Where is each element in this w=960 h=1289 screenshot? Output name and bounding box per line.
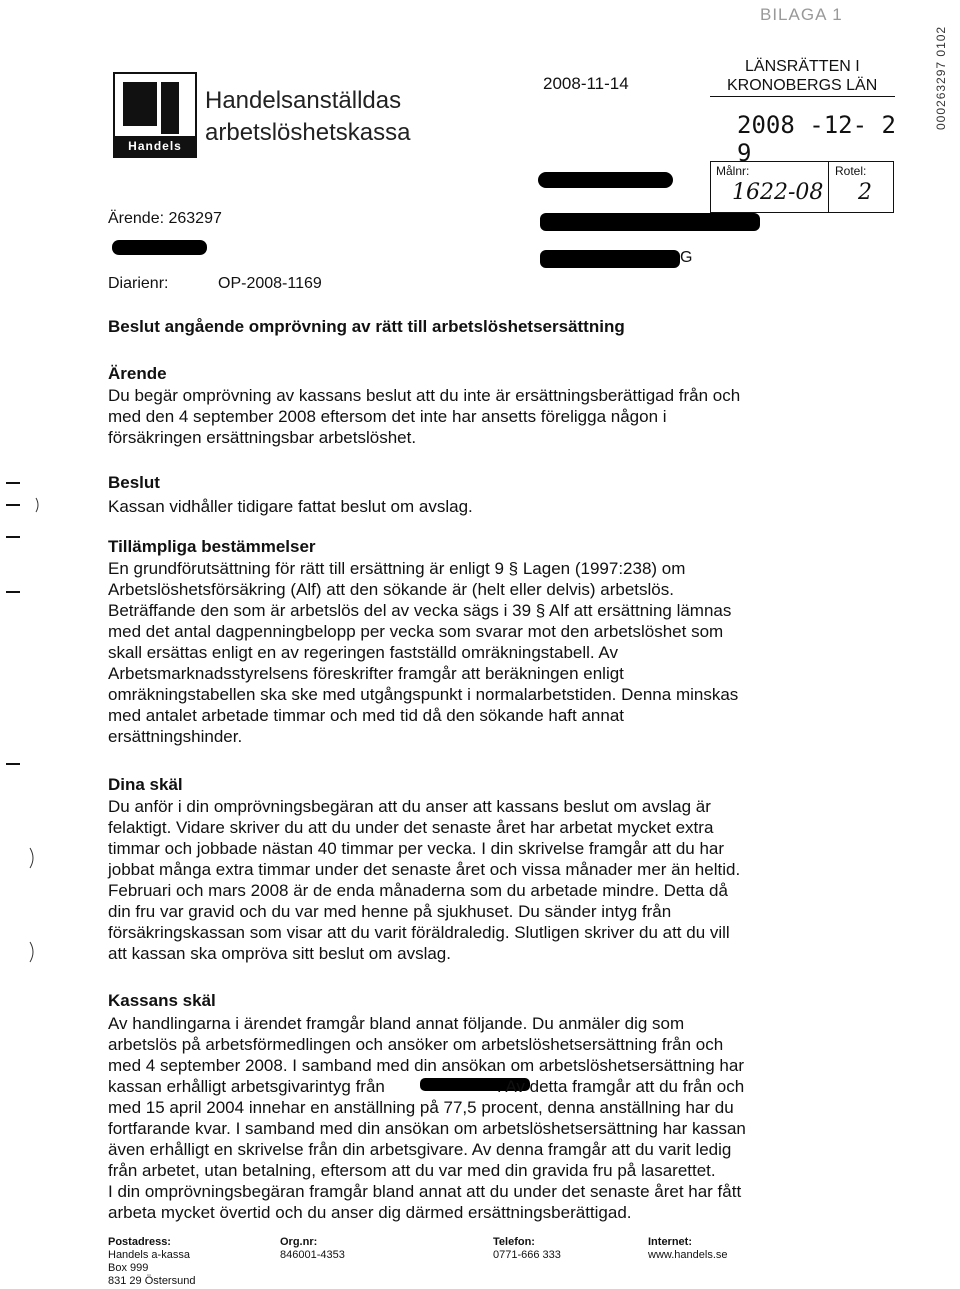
section-heading-bestammelser: Tillämpliga bestämmelser <box>108 537 316 556</box>
section-heading-dina-skal: Dina skäl <box>108 775 183 794</box>
text-line: En grundförutsättning för rätt till ersättning är enligt 9 § Lagen (1997:238) om <box>108 559 686 578</box>
footer-postadress-label: Postadress: <box>108 1236 171 1248</box>
text-line: Beträffande den som är arbetslös del av vecka sägs i 39 § Alf att ersättning lämnas <box>108 601 732 620</box>
malnr-label: Målnr: <box>716 164 750 178</box>
footer-orgnr <box>280 1236 345 1262</box>
diarienr-value: OP-2008-1169 <box>218 275 322 292</box>
section-heading-kassans-skal: Kassans skäl <box>108 991 216 1010</box>
footer-telefon-value: 0771-666 333 <box>493 1249 561 1261</box>
section-heading-beslut: Beslut <box>108 473 160 492</box>
text-line: Av handlingarna i ärendet framgår bland annat följande. Du anmäler dig som <box>108 1014 685 1033</box>
text-line: från arbetet, utan betalning, eftersom att du var med din gravida fru på lasarettet. <box>108 1161 716 1180</box>
text-line: omräkningstabellen ska ske med utgångspunkt i normalarbetstiden. Denna minskas <box>108 685 739 704</box>
footer-postadress-line: Handels a-kassa <box>108 1249 190 1261</box>
scan-artifact <box>30 942 33 962</box>
text-line: Du begär omprövning av kassans beslut att du inte är ersättningsberättigad från och <box>108 386 741 405</box>
text-line: ersättningshinder. <box>108 727 243 746</box>
footer-internet <box>648 1236 728 1262</box>
text-line-part: . Av detta framgår att du från och <box>496 1077 745 1096</box>
text-line: fortfarande kvar. I samband med din ansökan om arbetslöshetsersättning har kassan <box>108 1119 746 1138</box>
text-line: Arbetsmarknadsstyrelsens föreskrifter framgår att beräkningen enligt <box>108 664 624 683</box>
text-line: försäkringskassan som visar att du varit föräldraledig. Slutligen skriver du att du vill <box>108 923 730 942</box>
text-line: Februari och mars 2008 är de enda månaderna som du arbetade mindre. Detta då <box>108 881 728 900</box>
text-line: försäkringen ersättningsbar arbetslöshet. <box>108 428 417 447</box>
section-heading-arende: Ärende <box>108 364 167 383</box>
received-date: 2008 -12- 2 9 <box>737 111 896 167</box>
document-title: Beslut angående omprövning av rätt till arbetslöshetsersättning <box>108 317 625 336</box>
footer-postadress <box>108 1236 195 1288</box>
diarienr-label: Diarienr: <box>108 275 169 292</box>
barcode-number: 000263297 0102 <box>934 25 948 130</box>
text-line: felaktigt. Vidare skriver du att du under det senaste året har arbetat mycket extra <box>108 818 714 837</box>
text-line: med 4 september 2008. I samband med din ansökan om arbetslöshetsersättning har <box>108 1056 744 1075</box>
text-line: timmar och jobbade nästan 40 timmar per vecka. I din skrivelse framgår att du har <box>108 839 725 858</box>
text-line: jobbat många extra timmar under det senaste året och vissa månader mer än heltid. <box>108 860 741 879</box>
text-line: arbetslös på arbetsförmedlingen och ansöker om arbetslöshetsersättning från och <box>108 1035 724 1054</box>
org-line-1: Handelsanställdas <box>205 87 402 114</box>
document-date: 2008-11-14 <box>543 74 629 93</box>
court-stamp-line-1: LÄNSRÄTTEN I <box>745 58 860 75</box>
roter-label: Rotel: <box>835 164 867 178</box>
text-line: Kassan vidhåller tidigare fattat beslut om avslag. <box>108 497 473 516</box>
court-stamp-line-2: KRONOBERGS LÄN <box>727 77 878 94</box>
stamp-header: BILAGA 1 <box>760 5 843 24</box>
text-line: med 15 april 2004 innehar en anställning på 77,5 procent, denna anställning har du <box>108 1098 734 1117</box>
malnr-value: 1622-08 <box>732 180 824 205</box>
org-line-2: arbetslöshetskassa <box>205 119 411 146</box>
text-line: med antalet arbetade timmar och med tid då den sökande haft annat <box>108 706 624 725</box>
text-line: I din omprövningsbegäran framgår bland annat att du under det senaste året har fått <box>108 1182 742 1201</box>
logo-bar-text: Handels <box>115 136 195 156</box>
footer-telefon <box>493 1236 561 1262</box>
address-fragment: G <box>680 249 693 266</box>
text-line: med det antal dagpenningbelopp per vecka som svarar mot den arbetslöshet som <box>108 622 724 641</box>
scan-artifact <box>36 498 38 512</box>
footer-postadress-line: Box 999 <box>108 1262 149 1274</box>
footer-orgnr-value: 846001-4353 <box>280 1249 345 1261</box>
text-line: skall ersättas enligt en av regeringen fastställd omräkningstabell. Av <box>108 643 618 662</box>
footer-internet-label: Internet: <box>648 1236 692 1248</box>
footer-telefon-label: Telefon: <box>493 1236 535 1248</box>
roter-value: 2 <box>858 180 872 205</box>
text-line-part: kassan erhålligt arbetsgivarintyg från <box>108 1077 385 1096</box>
text-line: med den 4 september 2008 eftersom det inte har ansetts föreligga någon i <box>108 407 667 426</box>
text-line: även erhålligt en skrivelse från din arbetsgivare. Av denna framgår att du varit ledig <box>108 1140 732 1159</box>
footer-postadress-line: 831 29 Östersund <box>108 1275 196 1287</box>
text-line: arbeta mycket övertid och du anser dig därmed ersättningsberättigad. <box>108 1203 632 1222</box>
footer-orgnr-label: Org.nr: <box>280 1236 318 1248</box>
arende-number: Ärende: 263297 <box>108 210 222 227</box>
text-line: Arbetslöshetsförsäkring (Alf) att den sökande är (helt eller delvis) arbetslös. <box>108 580 674 599</box>
text-line: din fru var gravid och du var med henne på sjukhuset. Du sänder intyg från <box>108 902 672 921</box>
text-line: Du anför i din omprövningsbegäran att du anser att kassans beslut om avslag är <box>108 797 711 816</box>
scan-artifact <box>30 848 33 868</box>
footer-internet-link[interactable]: www.handels.se <box>648 1249 728 1261</box>
text-line: att kassan ska ompröva sitt beslut om avslag. <box>108 944 451 963</box>
